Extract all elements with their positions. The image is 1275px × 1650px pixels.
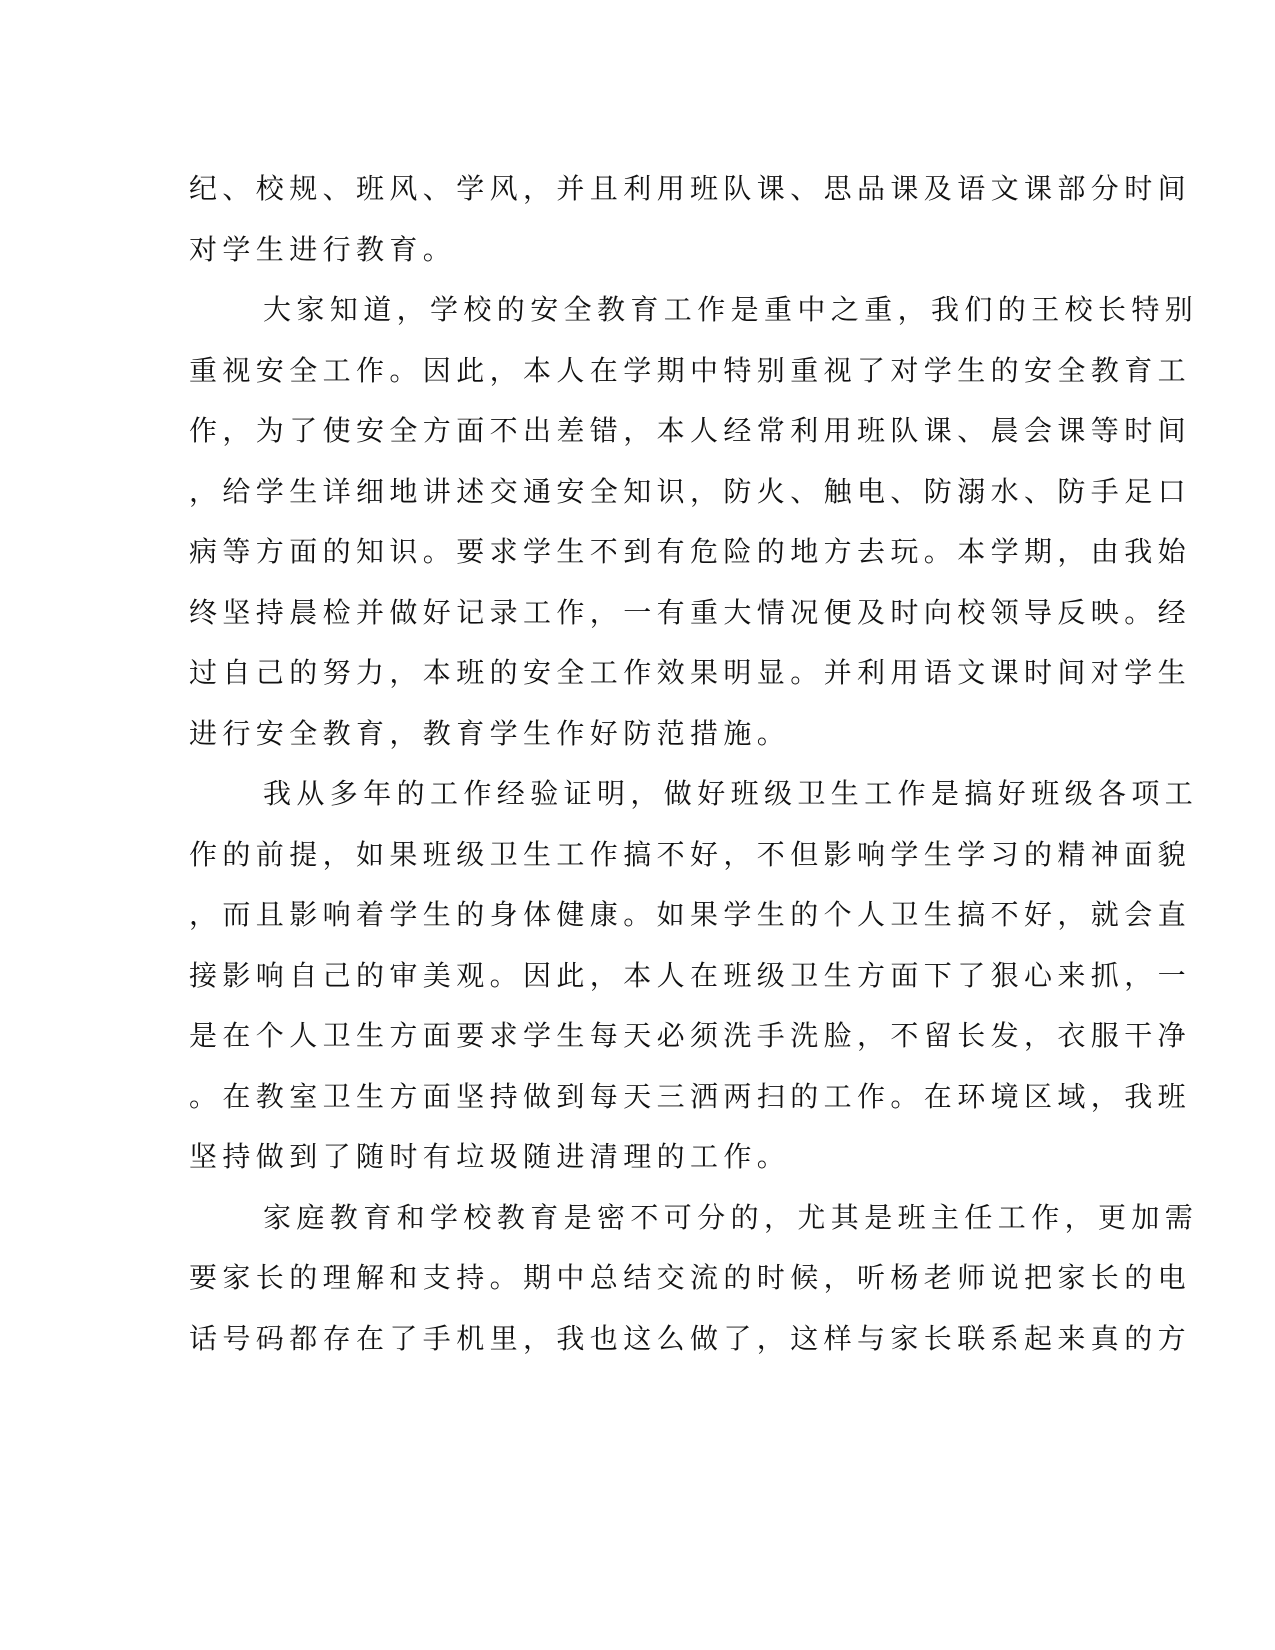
text-line: 坚持做到了随时有垃圾随进清理的工作。 [189, 1140, 791, 1173]
text-line: 。在教室卫生方面坚持做到每天三洒两扫的工作。在环境区域，我班 [189, 1079, 1192, 1113]
text-line: 作的前提，如果班级卫生工作搞不好，不但影响学生学习的精神面貌 [189, 837, 1192, 871]
text-line: 对学生进行教育。 [189, 232, 457, 266]
paragraph-first-line: 我从多年的工作经验证明，做好班级卫生工作是搞好班级各项工 [263, 777, 1199, 810]
text-line: ，给学生详细地讲述交通安全知识，防火、触电、防溺水、防手足口 [189, 474, 1192, 508]
document-body [189, 159, 1199, 1369]
text-line: 重视安全工作。因此，本人在学期中特别重视了对学生的安全教育工 [189, 353, 1192, 387]
text-line: 是在个人卫生方面要求学生每天必须洗手洗脸，不留长发，衣服干净 [189, 1019, 1192, 1052]
text-line: 要家长的理解和支持。期中总结交流的时候，听杨老师说把家长的电 [189, 1261, 1192, 1294]
paragraph-first-line: 家庭教育和学校教育是密不可分的，尤其是班主任工作，更加需 [263, 1200, 1199, 1234]
text-line: 过自己的努力，本班的安全工作效果明显。并利用语文课时间对学生 [189, 656, 1192, 689]
text-line: 纪、校规、班风、学风，并且利用班队课、思品课及语文课部分时间 [189, 172, 1192, 205]
text-line: 病等方面的知识。要求学生不到有危险的地方去玩。本学期，由我始 [189, 535, 1192, 568]
text-line: ，而且影响着学生的身体健康。如果学生的个人卫生搞不好，就会直 [189, 898, 1192, 931]
paragraph-first-line: 大家知道，学校的安全教育工作是重中之重，我们的王校长特别 [263, 293, 1199, 326]
text-line: 终坚持晨检并做好记录工作，一有重大情况便及时向校领导反映。经 [189, 595, 1192, 629]
text-line: 进行安全教育，教育学生作好防范措施。 [189, 716, 791, 750]
text-line: 作，为了使安全方面不出差错，本人经常利用班队课、晨会课等时间 [189, 414, 1192, 447]
text-line: 话号码都存在了手机里，我也这么做了，这样与家长联系起来真的方 [189, 1321, 1192, 1355]
text-line: 接影响自己的审美观。因此，本人在班级卫生方面下了狠心来抓，一 [189, 958, 1192, 992]
